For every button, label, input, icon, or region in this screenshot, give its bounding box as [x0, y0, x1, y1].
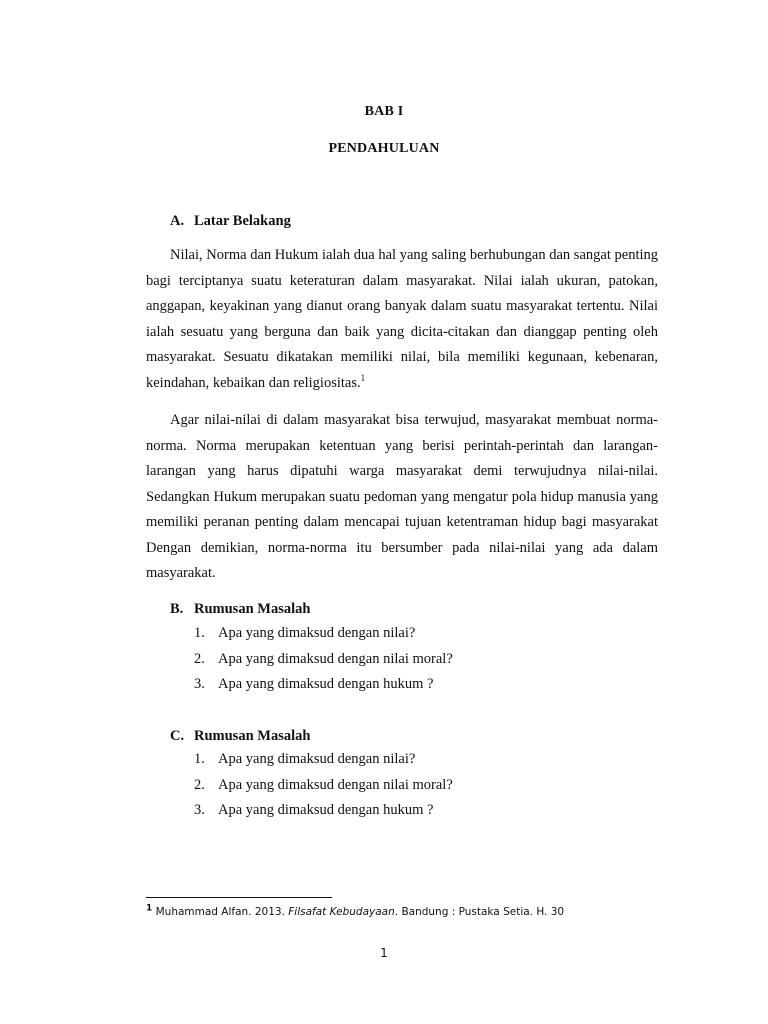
section-a-heading — [170, 213, 291, 230]
section-c-title: Rumusan Masalah — [194, 728, 311, 744]
list-item: 3. Apa yang dimaksud dengan hukum ? — [194, 676, 434, 692]
list-item: 2. Apa yang dimaksud dengan nilai moral? — [194, 776, 453, 793]
section-c-heading — [170, 728, 310, 745]
background-paragraph-2 — [146, 408, 658, 587]
chapter-label: BAB I — [364, 104, 404, 119]
list-item: 2. Apa yang dimaksud dengan nilai moral? — [194, 650, 453, 667]
footnote-number: 1 — [146, 903, 153, 914]
section-c-list — [194, 747, 453, 824]
background-paragraph-1 — [146, 243, 658, 396]
list-item: 1. Apa yang dimaksud dengan nilai? — [194, 751, 416, 767]
footnote-book-title: Filsafat Kebudayaan — [288, 906, 395, 918]
footnote-reference: 1 — [360, 372, 366, 383]
paragraph-2-text: Agar nilai-nilai di dalam masyarakat bisa terwujud, masyarakat membuat norma-norma. Norma merupakan ketentuan yang berisi perintah-perintah dan larangan-larangan yang harus dipatuhi warga masyarakat demi terwujudnya nilai-nilai. Sedangkan Hukum merupakan suatu pedoman yang mengatur pola hidup manusia yang memiliki peranan penting dalam mencapai tujuan ketentraman hidup bagi masyarakat Dengan demikian, norma-norma itu bersumber pada nilai-nilai yang ada dalam masyarakat. — [146, 412, 658, 581]
section-b-title: Rumusan Masalah — [194, 601, 311, 617]
chapter-title: PENDAHULUAN — [328, 141, 440, 156]
section-a-title: Latar Belakang — [194, 213, 291, 229]
page-number: 1 — [380, 946, 388, 960]
paragraph-1-text: Nilai, Norma dan Hukum ialah dua hal yang saling berhubungan dan sangat penting bagi terciptanya suatu keteraturan dalam masyarakat. Nilai ialah ukuran, patokan, anggapan, keyakinan yang dianut orang banyak dalam suatu masyarakat tertentu. Nilai ialah sesuatu yang berguna dan baik yang dicita-citakan dan dianggap penting oleh masyarakat. Sesuatu dikatakan memiliki nilai, bila memiliki kegunaan, kebenaran, keindahan, kebaikan dan religiositas. — [146, 247, 658, 391]
section-a-marker: A. — [170, 213, 185, 229]
list-item: 1. Apa yang dimaksud dengan nilai? — [194, 625, 416, 641]
footnote-separator — [146, 897, 332, 898]
section-b-marker: B. — [170, 601, 184, 617]
list-item: 3. Apa yang dimaksud dengan hukum ? — [194, 802, 434, 818]
section-c-marker: C. — [170, 728, 185, 744]
section-b-list — [194, 621, 453, 698]
section-b-heading — [170, 601, 310, 618]
footnote: $^1$ Muhammad Alfan. 2013. Filsafat Kebudayaan. Bandung : Pustaka Setia. H. 30 — [146, 903, 565, 918]
